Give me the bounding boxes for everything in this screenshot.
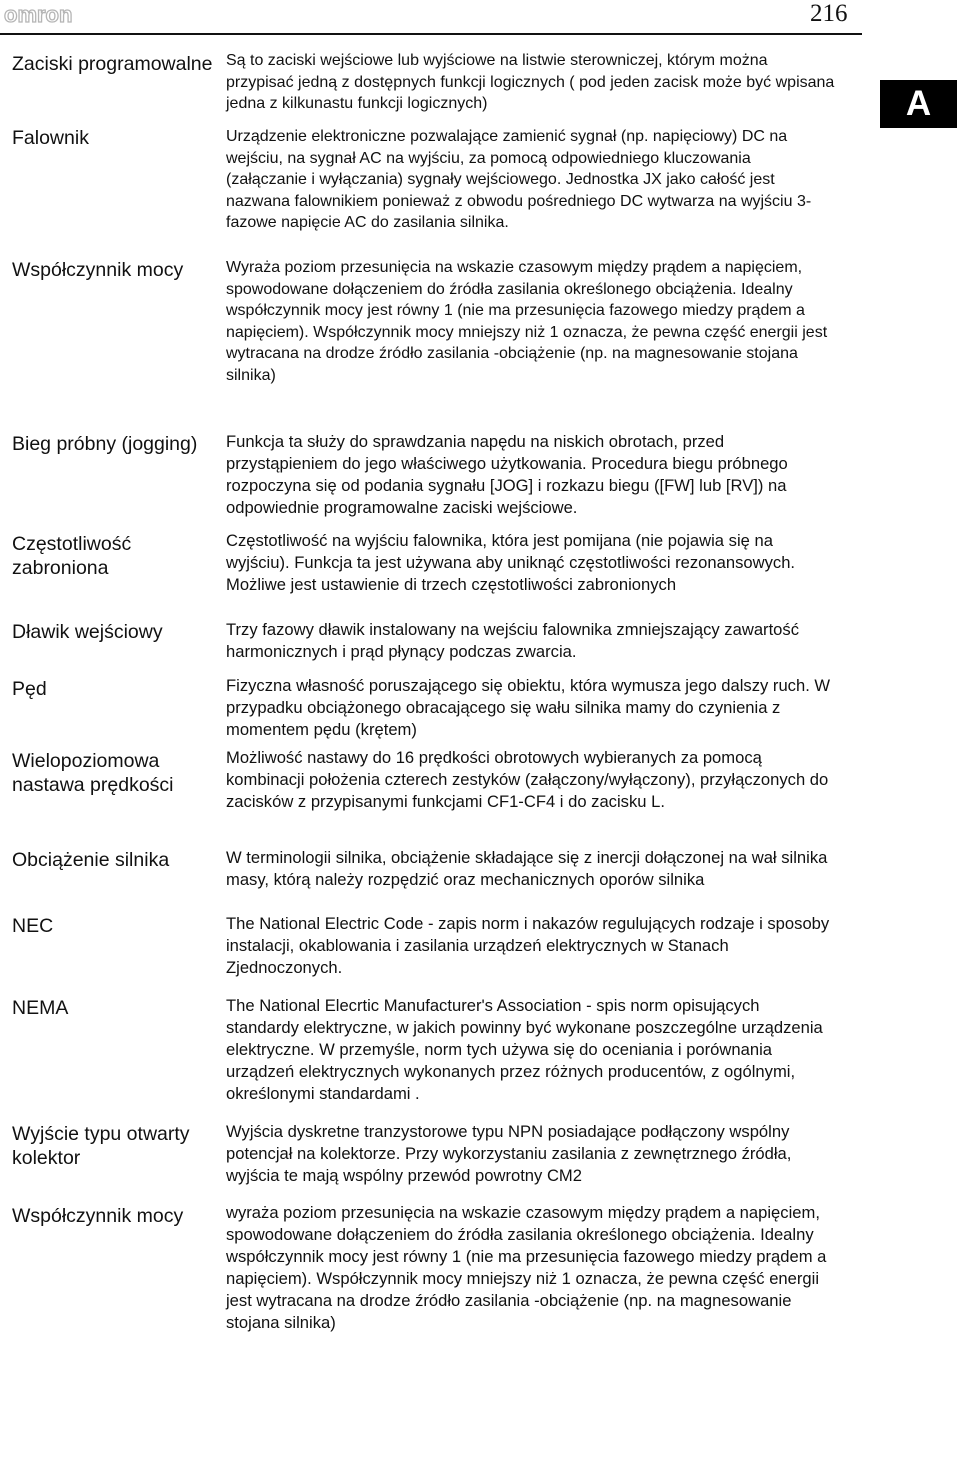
term-zaciski-programowalne: Zaciski programowalne: [12, 53, 213, 75]
section-tab: A: [880, 80, 957, 128]
term-wielopoziomowa-nastawa: Wielopoziomowa nastawa prędkości: [12, 750, 174, 796]
def-ped: Fizyczna własność poruszającego się obiektu, która wymusza jego dalszy ruch. W przypadku obciążonego obracającego się wału silnika mamy do czynienia z momentem pędu (krętem): [226, 676, 831, 739]
def-obciazenie-silnika: W terminologii silnika, obciążenie składające się z inercji dołączonej na wał silnika masy, którą należy rozpędzić oraz mechanicznych oporów silnika: [226, 848, 828, 889]
term-czestotliwosc-zabroniona: Częstotliwość zabroniona: [12, 533, 132, 579]
term-wspolczynnik-mocy: Współczynnik mocy: [12, 259, 184, 281]
term-ped: Pęd: [12, 678, 47, 700]
page-number: 216: [810, 0, 848, 27]
def-bieg-probny: Funkcja ta służy do sprawdzania napędu na niskich obrotach, przed przystąpieniem do jego właściwego użytkowania. Procedura biegu próbnego rozpoczyna się od podania sygnału [JOG] i rozkazu biegu ([FW] lub [RV]) na odpowiednie programowalne zaciski wejściowe.: [226, 432, 788, 517]
def-wspolczynnik-mocy: Wyraża poziom przesunięcia na wskazie czasowym między prądem a napięciem, spowodowane dołączeniem do źródła zasilania określonego obciążenia. Idealny współczynnik mocy jest równy 1 (nie ma przesunięcia fazowego miedzy prądem a napięciem). Współczynnik mocy mniejszy niż 1 oznacza, że pewna część energii jest wytracana na drodze źródło zasilania -obciążenie (np. na magnesowanie stojana silnika): [226, 259, 828, 384]
def-czestotliwosc-zabroniona: Częstotliwość na wyjściu falownika, która jest pomijana (nie pojawia się na wyjściu). Funkcja ta jest używana aby uniknąć częstotliwości rezonansowych. Możliwe jest ustawienie di trzech częstotliwości zabronionych: [226, 531, 796, 594]
term-dlawik-wejsciowy: Dławik wejściowy: [12, 621, 163, 643]
omron-logo: omron: [4, 2, 73, 27]
def-wielopoziomowa-nastawa: Możliwość nastawy do 16 prędkości obrotowych wybieranych za pomocą kombinacji położenia czterech zestyków (załączony/wyłączony), przyłączonych do zacisków z przypisanymi funkcjami CF1-CF4 i do zacisku L.: [226, 748, 829, 811]
term-nema: NEMA: [12, 997, 69, 1019]
term-obciazenie-silnika: Obciążenie silnika: [12, 849, 170, 871]
term-falownik: Falownik: [12, 127, 89, 149]
def-nema: The National Elecrtic Manufacturer's Association - spis norm opisujących standardy elektryczne, w jakich powinny być wykonane poszczególne urządzenia elektryczne. W przemyśle, norm tych używa się do oceniania i porównania urządzeń elektrycznych wykonanych przez różnych producentów, z ogólnymi, określonymi standardami .: [226, 996, 823, 1103]
def-otwarty-kolektor: Wyjścia dyskretne tranzystorowe typu NPN posiadające podłączony wspólny potencjał na kolektorze. Przy wykorzystaniu zasilania z zewnętrznego źródła, wyjścia te mają wspólny przewód powrotny CM2: [226, 1122, 792, 1185]
term-otwarty-kolektor: Wyjście typu otwarty kolektor: [12, 1123, 190, 1169]
term-wspolczynnik-mocy-2: Współczynnik mocy: [12, 1205, 184, 1227]
def-falownik: Urządzenie elektroniczne pozwalające zamienić sygnał (np. napięciowy) DC na wejściu, na sygnał AC na wyjściu, za pomocą odpowiedniego kluczowania (załączanie i wyłączania) sygnały wejściowego. Jednostka JX jako całość jest nazwana falownikiem ponieważ z obwodu pośredniego DC wytwarza na wyjściu 3-fazowe napięcie AC do zasilania silnika.: [226, 128, 812, 231]
def-dlawik-wejsciowy: Trzy fazowy dławik instalowany na wejściu falownika zmniejszający zawartość harmonicznych i prąd płynący podczas zwarcia.: [226, 620, 800, 661]
def-nec: The National Electric Code - zapis norm i nakazów regulujących rodzaje i sposoby instalacji, okablowania i zasilania urządzeń elektrycznych w Stanach Zjednoczonych.: [226, 914, 830, 977]
header-rule: [0, 33, 862, 35]
term-nec: NEC: [12, 915, 54, 937]
def-wspolczynnik-mocy-2: wyraża poziom przesunięcia na wskazie czasowym między prądem a napięciem, spowodowane dołączeniem do źródła zasilania określonego obciążenia. Idealny współczynnik mocy jest równy 1 (nie ma przesunięcia fazowego miedzy prądem a napięciem). Współczynnik mocy mniejszy niż 1 oznacza, że pewna część energii jest wytracana na drodze źródło zasilania -obciążenie (np. na magnesowanie stojana silnika): [226, 1203, 827, 1332]
def-zaciski-programowalne: Są to zaciski wejściowe lub wyjściowe na listwie sterowniczej, którym można przypisać jedną z dostępnych funkcji logicznych ( pod jeden zacisk może być wpisana jedna z kilkunastu funkcji logicznych): [226, 52, 835, 112]
term-bieg-probny: Bieg próbny (jogging): [12, 433, 198, 455]
